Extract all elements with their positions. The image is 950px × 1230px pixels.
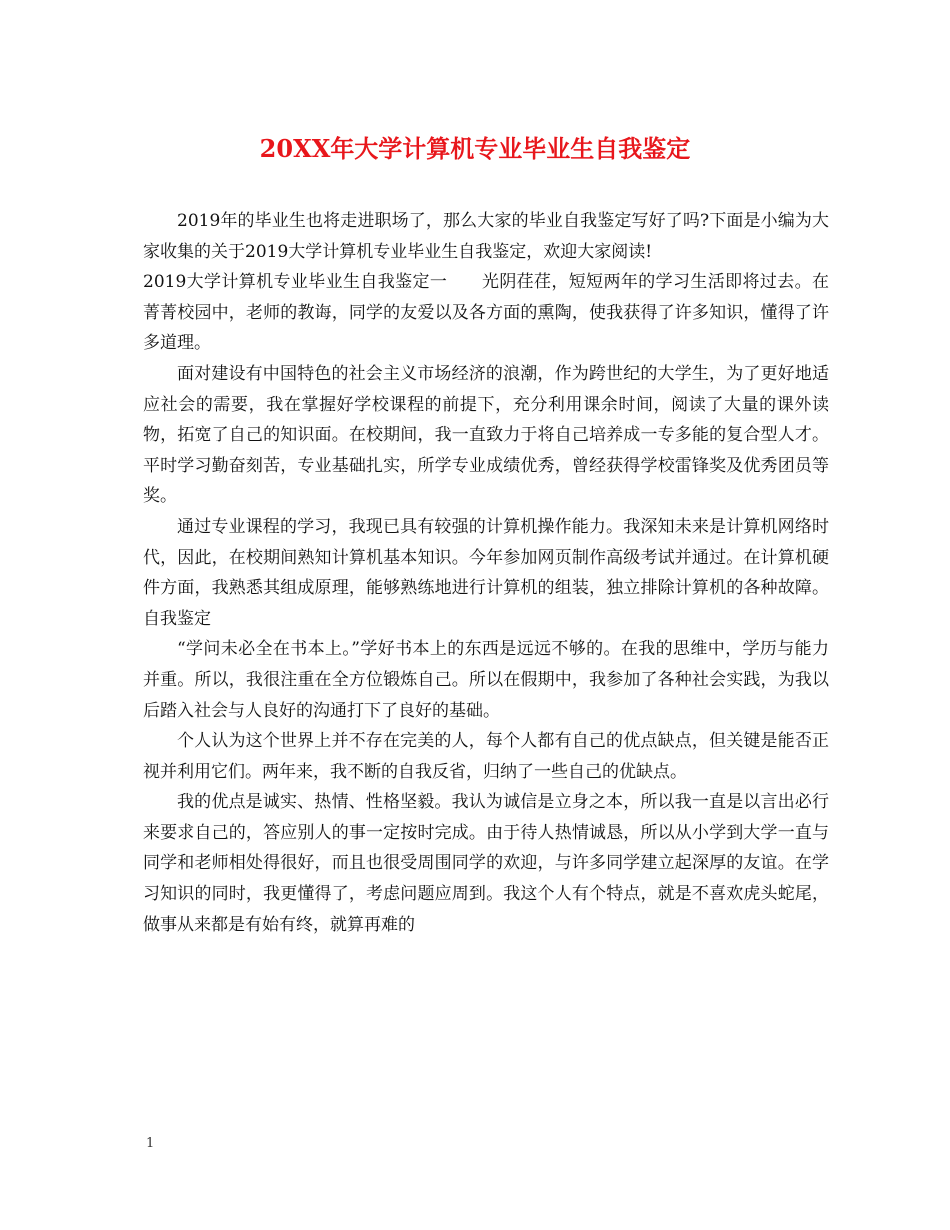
document-title: 20XX年大学计算机专业毕业生自我鉴定 — [259, 134, 691, 163]
paragraph-strengths: 我的优点是诚实、热情、性格坚毅。我认为诚信是立身之本，所以我一直是以言出必行来要求自己的，答应别人的事一定按时完成。由于待人热情诚恳，所以从小学到大学一直与同学和老师相处得很好，而且也很受周围同学的欢迎，与许多同学建立起深厚的友谊。在学习知识的同时，我更懂得了，考虑问题应周到。我这个人有个特点，就是不喜欢虎头蛇尾，做事从来都是有始有终，就算再难的 — [143, 792, 829, 935]
paragraph-practice: “学问未必全在书本上。”学好书本上的东西是远远不够的。在我的思维中，学历与能力并重。所以，我很注重在全方位锻炼自己。所以在假期中，我参加了各种社会实践，为我以后踏入社会与人良好的沟通打下了良好的基础。 — [143, 639, 829, 721]
paragraph-intro: 2019年的毕业生也将走进职场了，那么大家的毕业自我鉴定写好了吗?下面是小编为大家收集的关于2019大学计算机专业毕业生自我鉴定，欢迎大家阅读! — [143, 211, 829, 262]
paragraph-self-reflection: 个人认为这个世界上并不存在完美的人，每个人都有自己的优点缺点，但关键是能否正视并利用它们。两年来，我不断的自我反省，归纳了一些自己的优缺点。 — [143, 731, 829, 782]
paragraph-computer-skills: 通过专业课程的学习，我现已具有较强的计算机操作能力。我深知未来是计算机网络时代，因此，在校期间熟知计算机基本知识。今年参加网页制作高级考试并通过。在计算机硬件方面，我熟悉其组成原理，能够熟练地进行计算机的组装，独立排除计算机的各种故障。自我鉴定 — [143, 516, 829, 629]
page-number: 1 — [146, 1136, 155, 1151]
paragraph-study: 面对建设有中国特色的社会主义市场经济的浪潮，作为跨世纪的大学生，为了更好地适应社会的需要，我在掌握好学校课程的前提下，充分利用课余时间，阅读了大量的课外读物，拓宽了自己的知识面。在校期间，我一直致力于将自己培养成一专多能的复合型人才。平时学习勤奋刻苦，专业基础扎实，所学专业成绩优秀，曾经获得学校雷锋奖及优秀团员等奖。 — [143, 363, 829, 507]
paragraph-section-one: 2019大学计算机专业毕业生自我鉴定一 光阴荏荏，短短两年的学习生活即将过去。在菁菁校园中，老师的教诲，同学的友爱以及各方面的熏陶，使我获得了许多知识，懂得了许多道理。 — [143, 272, 829, 354]
document-body — [143, 206, 829, 940]
